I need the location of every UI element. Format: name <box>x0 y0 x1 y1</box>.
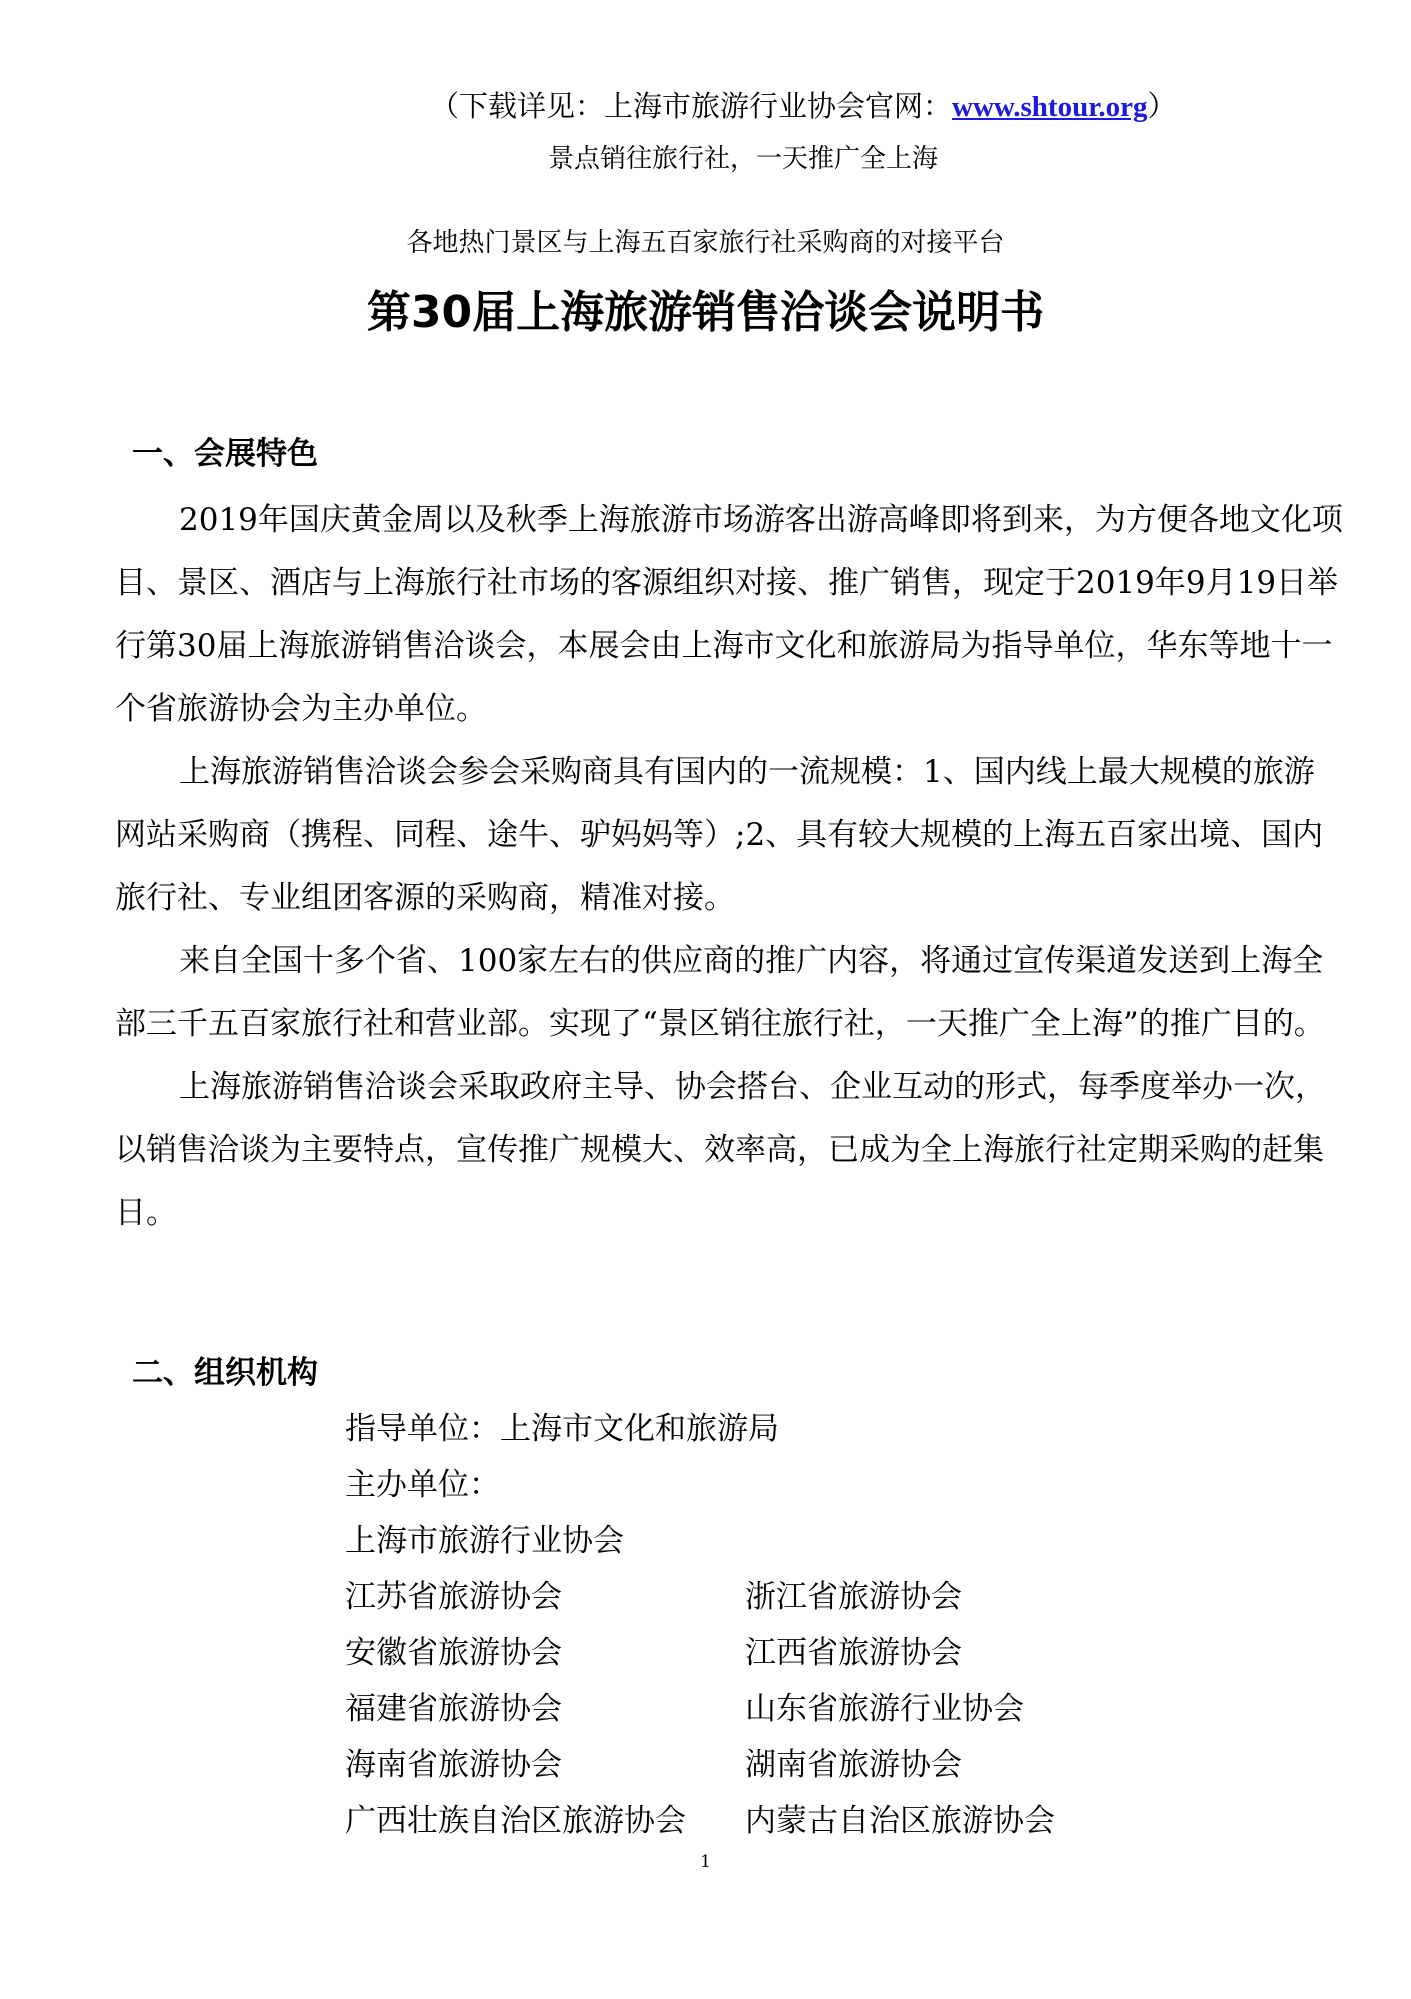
section-heading-features: 一、会展特色 <box>132 436 318 472</box>
slogan: 景点销往旅行社，一天推广全上海 <box>548 144 939 174</box>
download-suffix: ） <box>1147 89 1177 123</box>
org-left-item: 安徽省旅游协会 <box>345 1635 562 1671</box>
platform-subtitle: 各地热门景区与上海五百家旅行社采购商的对接平台 <box>406 228 1005 258</box>
section-features-body <box>115 489 1345 1245</box>
org-left-item: 海南省旅游协会 <box>345 1747 562 1783</box>
paragraph: 来自全国十多个省、100家左右的供应商的推广内容，将通过宣传渠道发送到上海全部三千五百家旅行社和营业部。实现了“景区销往旅行社，一天推广全上海”的推广目的。 <box>115 943 1325 1042</box>
host-lead: 上海市旅游行业协会 <box>345 1523 624 1559</box>
org-left-item: 福建省旅游协会 <box>345 1691 562 1727</box>
org-right-item: 湖南省旅游协会 <box>745 1747 962 1783</box>
paragraph: 2019年国庆黄金周以及秋季上海旅游市场游客出游高峰即将到来，为方便各地文化项目、景区、酒店与上海旅行社市场的客源组织对接、推广销售，现定于2019年9月19日举行第30届上海旅游销售洽谈会，本展会由上海市文化和旅游局为指导单位，华东等地十一个省旅游协会为主办单位。 <box>115 502 1343 727</box>
website-link[interactable]: www.shtour.org <box>952 91 1148 123</box>
org-right-item: 浙江省旅游协会 <box>745 1579 962 1615</box>
org-left-item: 广西壮族自治区旅游协会 <box>345 1803 686 1839</box>
org-right-item: 山东省旅游行业协会 <box>745 1691 1024 1727</box>
download-notice <box>430 84 1177 125</box>
paragraph: 上海旅游销售洽谈会参会采购商具有国内的一流规模：1、国内线上最大规模的旅游网站采购商（携程、同程、途牛、驴妈妈等）;2、具有较大规模的上海五百家出境、国内旅行社、专业组团客源的采购商，精准对接。 <box>115 754 1324 916</box>
guide-unit: 指导单位：上海市文化和旅游局 <box>345 1411 779 1447</box>
org-left-item: 江苏省旅游协会 <box>345 1579 562 1615</box>
host-label: 主办单位： <box>345 1467 500 1503</box>
document-title: 第30届上海旅游销售洽谈会说明书 <box>366 287 1045 338</box>
page-number: 1 <box>700 1852 711 1872</box>
org-right-item: 内蒙古自治区旅游协会 <box>745 1803 1055 1839</box>
paragraph: 上海旅游销售洽谈会采取政府主导、协会搭台、企业互动的形式，每季度举办一次，以销售洽谈为主要特点，宣传推广规模大、效率高，已成为全上海旅行社定期采购的赶集日。 <box>115 1069 1326 1231</box>
download-prefix: （下载详见：上海市旅游行业协会官网： <box>430 89 953 123</box>
org-right-item: 江西省旅游协会 <box>745 1635 962 1671</box>
section-heading-organization: 二、组织机构 <box>132 1355 318 1391</box>
